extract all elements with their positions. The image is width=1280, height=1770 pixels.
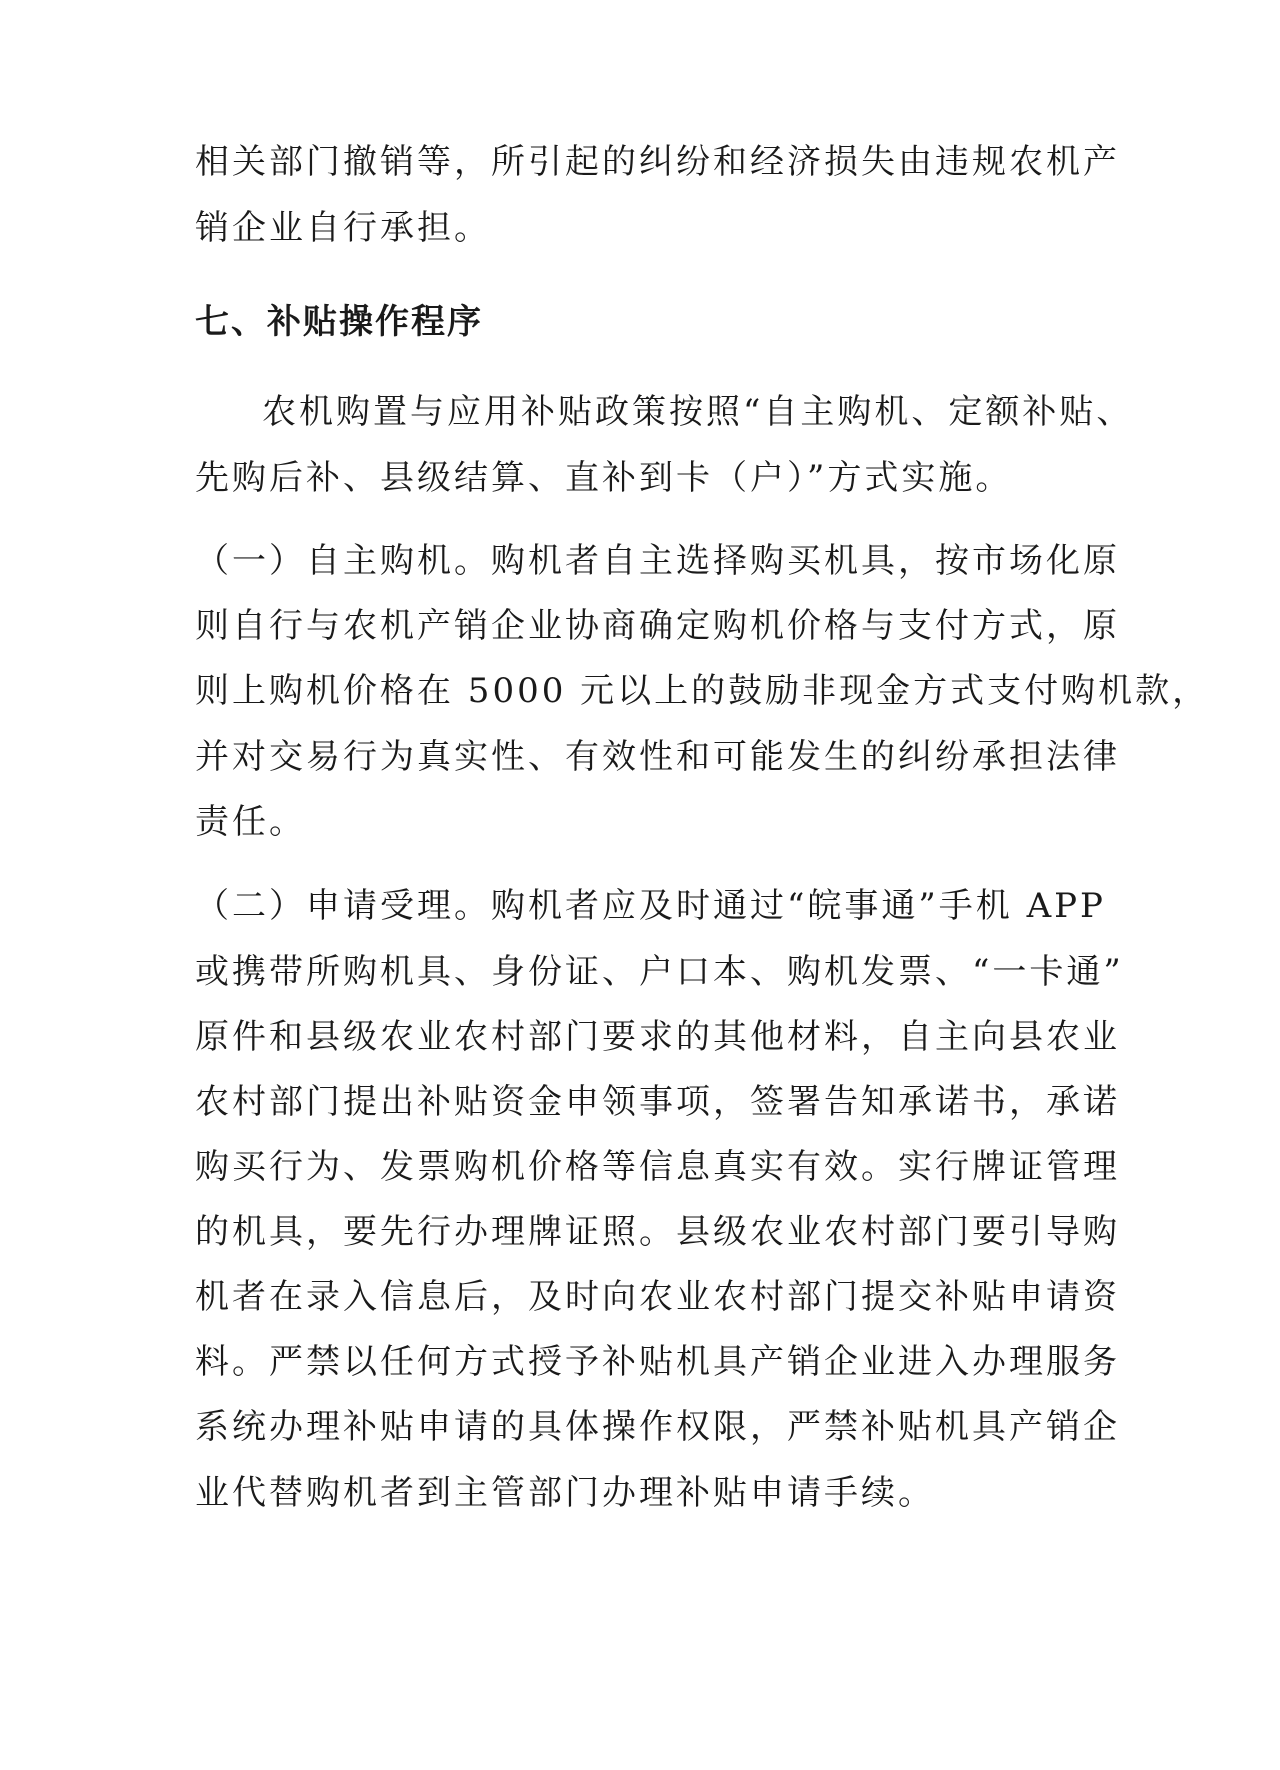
text-line-14: 农村部门提出补贴资金申领事项，签署告知承诺书，承诺 — [195, 1082, 1120, 1122]
text-line-19: 系统办理补贴申请的具体操作权限，严禁补贴机具产销企 — [195, 1407, 1120, 1447]
text-line-20: 业代替购机者到主管部门办理补贴申请手续。 — [195, 1473, 935, 1513]
text-line-16: 的机具，要先行办理牌证照。县级农业农村部门要引导购 — [195, 1212, 1120, 1252]
text-line-4: 农机购置与应用补贴政策按照“自主购机、定额补贴、 — [262, 392, 1134, 432]
text-line-9: 并对交易行为真实性、有效性和可能发生的纠纷承担法律 — [195, 737, 1120, 777]
text-line-11: （二）申请受理。购机者应及时通过“皖事通”手机 APP — [195, 886, 1106, 926]
text-line-13: 原件和县级农业农村部门要求的其他材料，自主向县农业 — [195, 1017, 1120, 1057]
text-line-15: 购买行为、发票购机价格等信息真实有效。实行牌证管理 — [195, 1147, 1120, 1187]
text-line-12: 或携带所购机具、身份证、户口本、购机发票、“一卡通” — [195, 952, 1124, 992]
text-line-2: 销企业自行承担。 — [195, 208, 491, 248]
text-line-7: 则自行与农机产销企业协商确定购机价格与支付方式，原 — [195, 606, 1120, 646]
text-line-5: 先购后补、县级结算、直补到卡（户）”方式实施。 — [195, 458, 1013, 498]
text-line-1: 相关部门撤销等，所引起的纠纷和经济损失由违规农机产 — [195, 142, 1120, 182]
text-line-17: 机者在录入信息后，及时向农业农村部门提交补贴申请资 — [195, 1277, 1120, 1317]
section-heading: 七、补贴操作程序 — [195, 302, 483, 342]
text-line-10: 责任。 — [195, 802, 306, 842]
text-line-6: （一）自主购机。购机者自主选择购买机具，按市场化原 — [195, 541, 1120, 581]
text-line-8: 则上购机价格在 5000 元以上的鼓励非现金方式支付购机款， — [195, 671, 1210, 711]
text-line-18: 料。严禁以任何方式授予补贴机具产销企业进入办理服务 — [195, 1342, 1120, 1382]
